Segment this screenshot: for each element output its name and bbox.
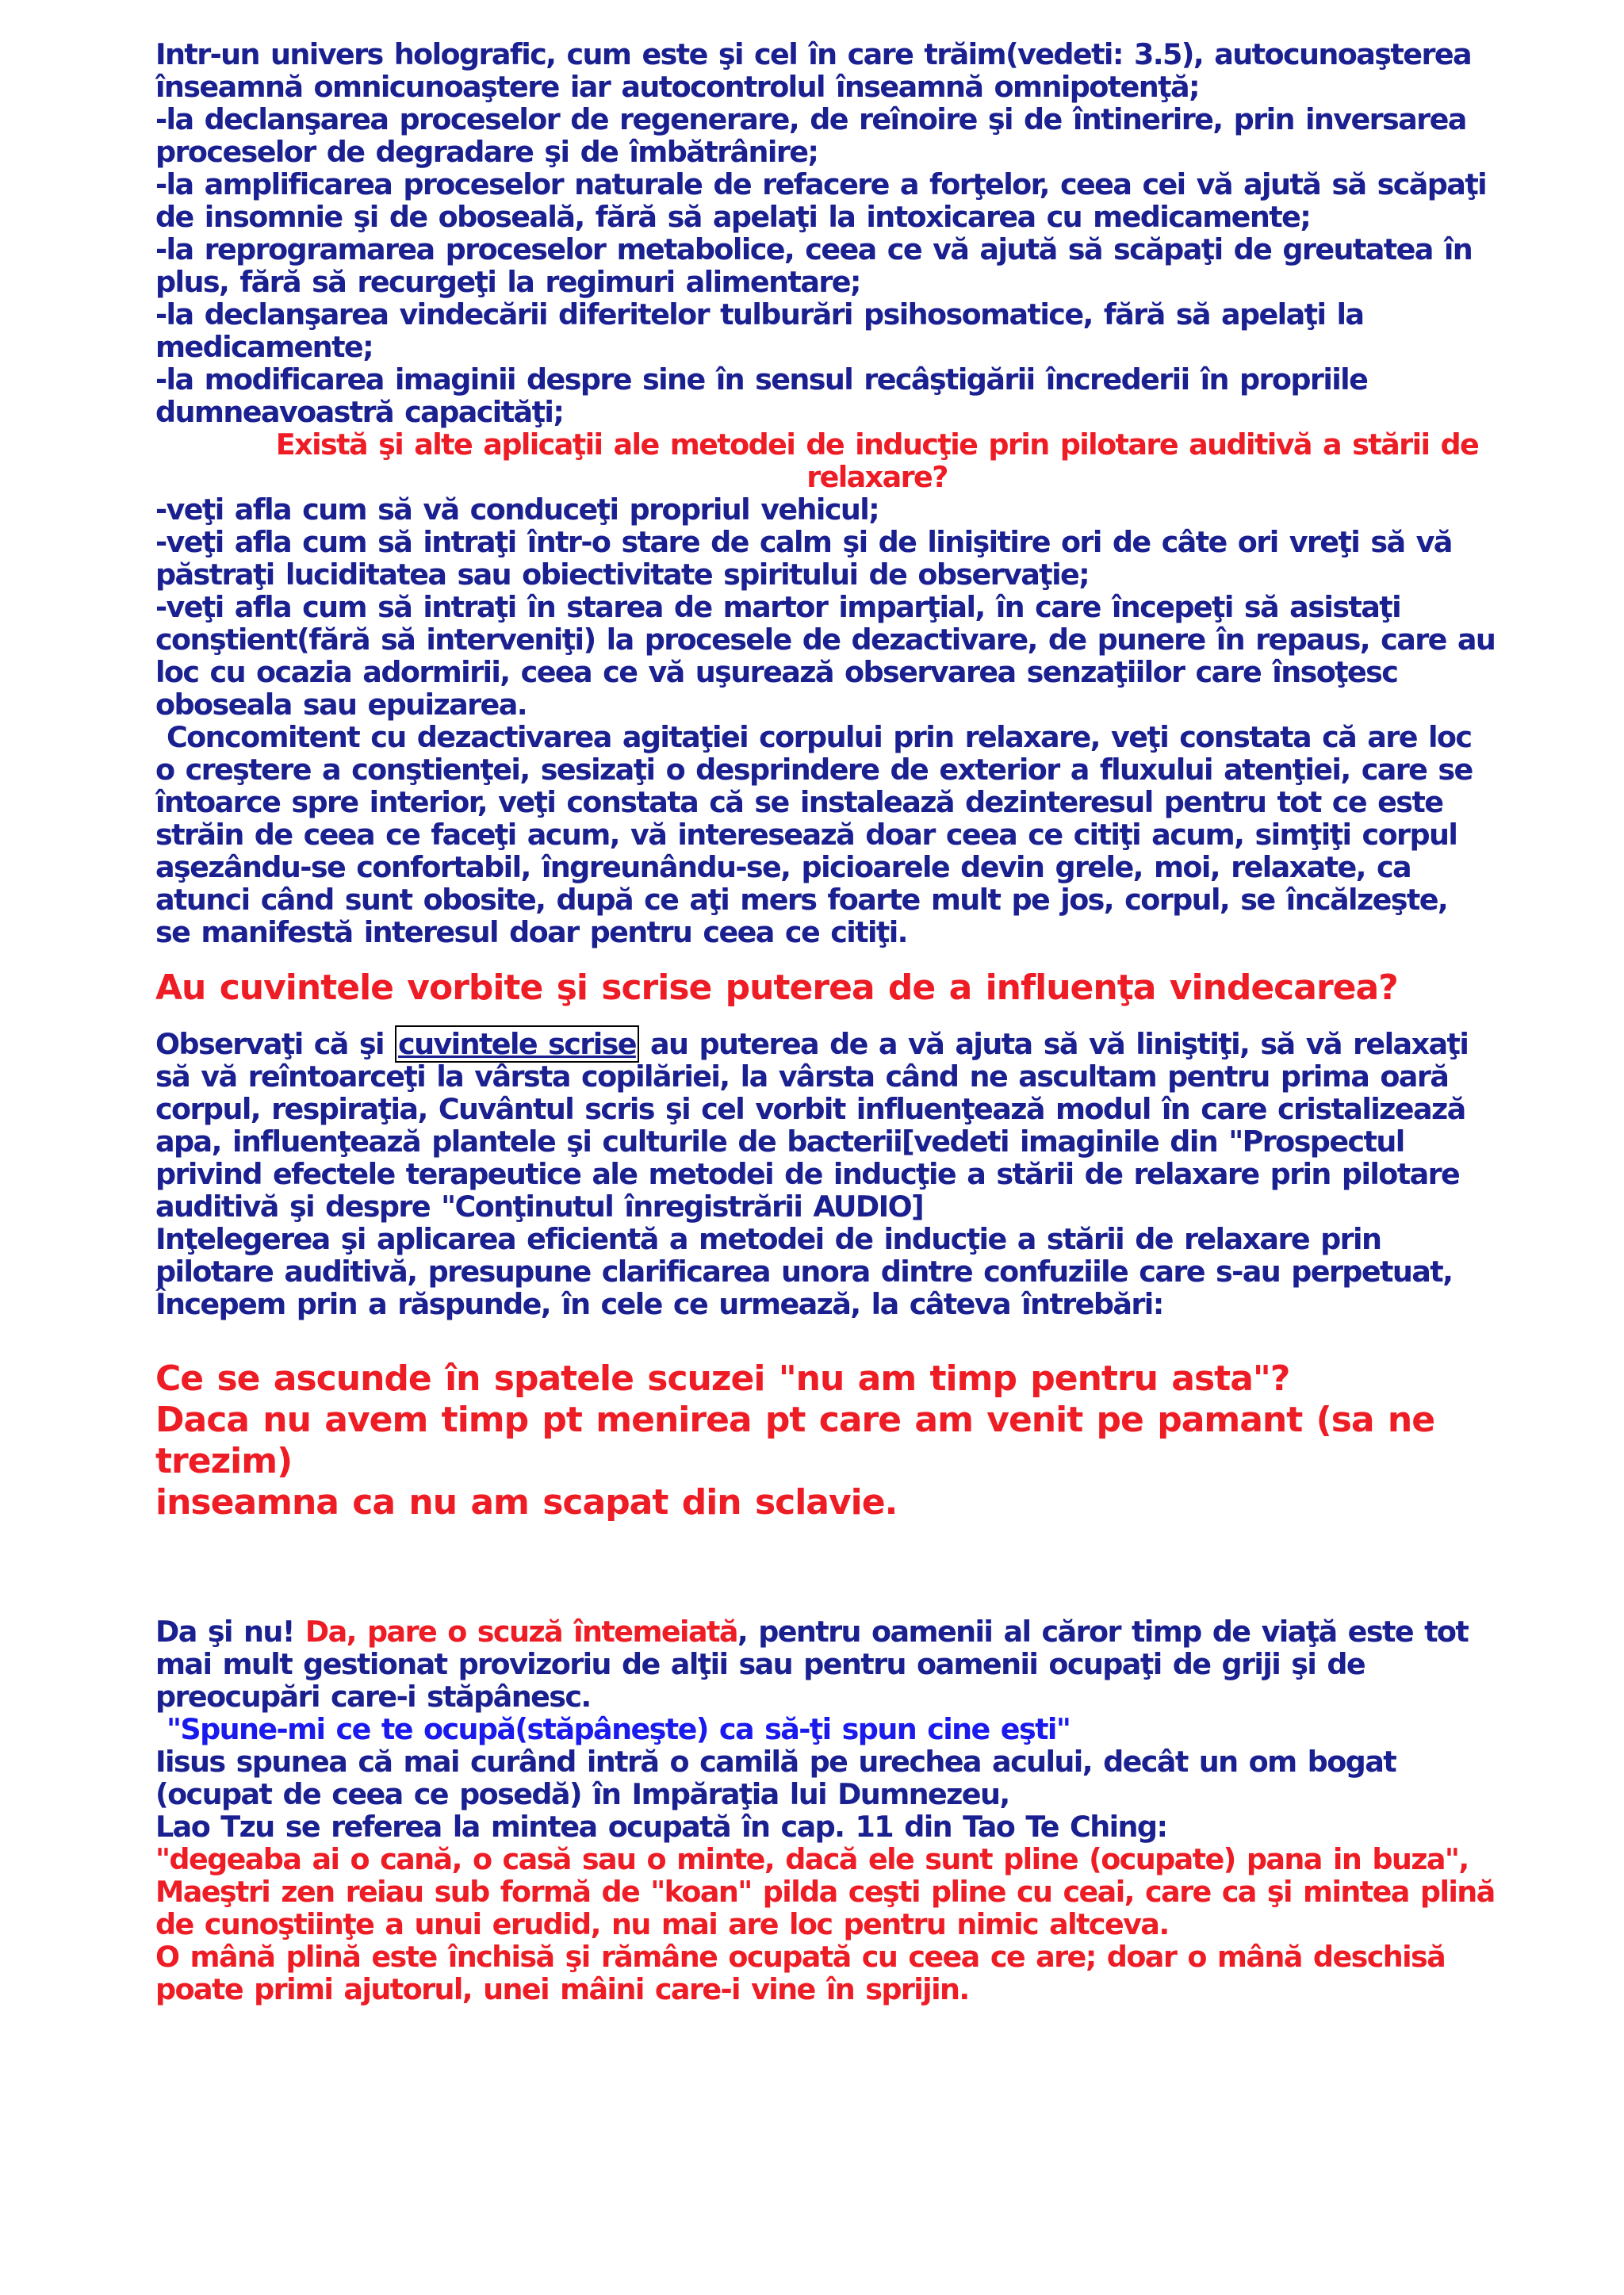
text-line: poate primi ajutorul, unei mâini care-i vine în sprijin. <box>155 1972 969 2006</box>
text-line: -la declanşarea vindecării diferitelor tulburări psihosomatice, fără să apelaţi la <box>155 297 1364 331</box>
text-line: Iisus spunea că mai curând intră o camilă pe urechea acului, decât un om bogat <box>155 1745 1396 1779</box>
text-line: (ocupat de ceea ce posedă) în Impăraţia lui Dumnezeu, <box>155 1777 1009 1811</box>
text-span: Da şi nu! <box>155 1615 305 1649</box>
applications-list <box>155 493 1583 721</box>
observati-paragraph <box>155 1028 1583 1320</box>
text-line: privind efectele terapeutice ale metodei de inducţie a stării de relaxare prin pilotare <box>155 1157 1460 1191</box>
section-heading: Au cuvintele vorbite şi scrise puterea de a influenţa vindecarea? <box>155 967 1398 1008</box>
text-line: O mână plină este închisă şi rămâne ocupată cu ceea ce are; doar o mână deschisă <box>155 1940 1446 1974</box>
text-line: Începem prin a răspunde, în cele ce urmează, la câteva întrebări: <box>155 1287 1163 1321</box>
text-line: mai mult gestionat provizoriu de alţii sau pentru oamenii ocupaţi de griji şi de <box>155 1647 1365 1681</box>
text-line: corpul, respiraţia, Cuvântul scris şi cel vorbit influenţează modul în care cristalizează <box>155 1092 1465 1126</box>
text-line: -la declanşarea proceselor de regenerare, de reînoire şi de întinerire, prin inversarea <box>155 102 1466 136</box>
list-item: -veţi afla cum să intraţi în starea de martor imparţial, în care începeţi să asistaţi <box>155 590 1401 624</box>
text-line: oboseala sau epuizarea. <box>155 688 527 722</box>
text-line: -la amplificarea proceselor naturale de refacere a forţelor, ceea cei vă ajută să scăpaţi <box>155 167 1487 201</box>
text-span: au puterea de a vă ajuta să vă liniştiţi, să vă relaxaţi <box>638 1027 1469 1061</box>
text-line: dumneavoastră capacităţi; <box>155 395 564 429</box>
text-line: atunci când sunt obosite, după ce aţi mers foarte mult pe jos, corpul, se încălzeşte, <box>155 883 1448 917</box>
text-line: -la reprogramarea proceselor metabolice, ceea ce vă ajută să scăpaţi de greutatea în <box>155 232 1473 266</box>
text-line: Daca nu avem timp pt menirea pt care am venit pe pamant (sa ne trezim) <box>155 1400 1435 1481</box>
text-line: să vă reîntoarceţi la vârsta copilăriei, la vârsta când ne ascultam pentru prima oară <box>155 1059 1449 1094</box>
text-line: Lao Tzu se referea la mintea ocupată în cap. 11 din Tao Te Ching: <box>155 1810 1167 1844</box>
text-line: plus, fără să recurgeţi la regimuri alimentare; <box>155 265 860 299</box>
text-line: loc cu ocazia adormirii, ceea ce vă uşurează observarea senzaţiilor care însoţesc <box>155 655 1398 689</box>
text-line: întoarce spre interior, veţi constata că se instalează dezinteresul pentru tot ce este <box>155 785 1443 819</box>
text-line: de cunoştiinţe a unui erudid, nu mai are loc pentru nimic altceva. <box>155 1907 1169 1941</box>
text-line: Intr-un univers holografic, cum este şi cel în care trăim(vedeti: 3.5), autocunoaşterea <box>155 37 1472 71</box>
text-line <box>155 1615 1583 1648</box>
text-line: pilotare auditivă, presupune clarificarea unora dintre confuziile care s-au perpetuat, <box>155 1255 1453 1289</box>
section-heading-2 <box>155 1358 1583 1523</box>
text-line: Maeştri zen reiau sub formă de "koan" pilda ceşti pline cu ceai, care ca şi mintea plină <box>155 1875 1495 1909</box>
text-line: Există şi alte aplicaţii ale metodei de inducţie prin pilotare auditivă a stării de <box>275 427 1479 462</box>
text-line: medicamente; <box>155 330 373 364</box>
text-line: "degeaba ai o cană, o casă sau o minte, dacă ele sunt pline (ocupate) pana in buza", <box>155 1842 1469 1876</box>
document-page <box>155 38 1583 2006</box>
text-line: relaxare? <box>806 460 948 494</box>
answer-paragraph <box>155 1615 1583 2006</box>
list-item: -veţi afla cum să intraţi într-o stare de calm şi de linişitire ori de câte ori vreţi să vă <box>155 525 1452 559</box>
text-line: păstraţi luciditatea sau obiectivitate spiritului de observaţie; <box>155 557 1090 592</box>
emphasis-span: Da, pare o scuză întemeiată <box>304 1615 737 1649</box>
text-line: Inţelegerea şi aplicarea eficientă a metodei de inducţie a stării de relaxare prin <box>155 1222 1381 1256</box>
concomitent-paragraph <box>155 721 1583 948</box>
text-line: preocupări care-i stăpânesc. <box>155 1680 591 1714</box>
text-line: de insomnie şi de oboseală, fără să apelaţi la intoxicarea cu medicamente; <box>155 200 1311 234</box>
text-line: inseamna ca nu am scapat din sclavie. <box>155 1482 898 1523</box>
intro-paragraph <box>155 38 1583 428</box>
text-line: auditivă şi despre "Conţinutul înregistrării AUDIO] <box>155 1190 924 1224</box>
list-item: -veţi afla cum să vă conduceţi propriul vehicul; <box>155 492 879 527</box>
text-line: Ce se ascunde în spatele scuzei "nu am timp pentru asta"? <box>155 1358 1290 1399</box>
question-heading <box>155 428 1583 493</box>
text-span: Observaţi că şi <box>155 1027 396 1061</box>
text-line: -la modificarea imaginii despre sine în sensul recâştigării încrederii în propriile <box>155 362 1368 397</box>
text-line: o creştere a conştienţei, sesizaţi o desprindere de exterior a fluxului atenţiei, care se <box>155 753 1473 787</box>
text-line <box>155 1028 1583 1060</box>
text-line: străin de ceea ce faceţi acum, vă interesează doar ceea ce citiţi acum, simţiţi corpul <box>155 818 1457 852</box>
text-line: înseamnă omnicunoaştere iar autocontrolul înseamnă omnipotenţă; <box>155 70 1200 104</box>
text-line: aşezându-se confortabil, îngreunându-se, picioarele devin grele, moi, relaxate, ca <box>155 850 1411 884</box>
text-line: proceselor de degradare şi de îmbătrânire; <box>155 135 818 169</box>
highlighted-phrase: cuvintele scrise <box>395 1025 639 1063</box>
text-line: se manifestă interesul doar pentru ceea ce citiţi. <box>155 915 907 949</box>
text-line: conştient(fără să interveniţi) la procesele de dezactivare, de punere în repaus, care au <box>155 623 1496 657</box>
text-line: apa, influenţează plantele şi culturile de bacterii[vedeti imaginile din "Prospectul <box>155 1125 1404 1159</box>
text-line: Concomitent cu dezactivarea agitaţiei corpului prin relaxare, veţi constata că are loc <box>167 720 1472 754</box>
quote-line: "Spune-mi ce te ocupă(stăpâneşte) ca să-ţi spun cine eşti" <box>167 1712 1071 1746</box>
text-span: , pentru oamenii al căror timp de viaţă este tot <box>737 1615 1469 1649</box>
